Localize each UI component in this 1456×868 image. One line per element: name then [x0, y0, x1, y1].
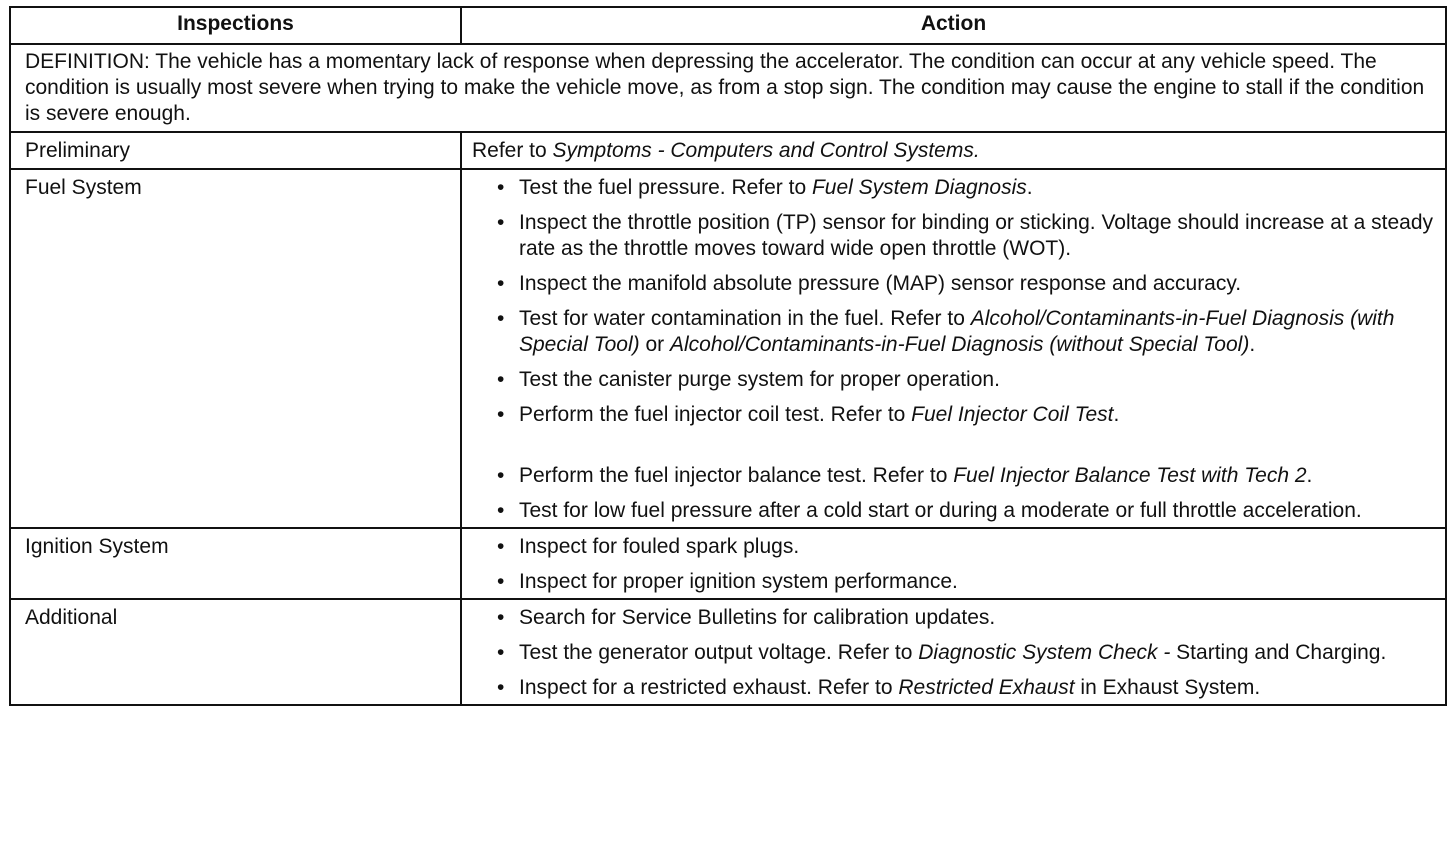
fuel-system-label: Fuel System [10, 169, 461, 528]
preliminary-row [10, 132, 1446, 169]
additional-actions [461, 599, 1446, 705]
item-text: Search for Service Bulletins for calibration updates. [519, 606, 996, 629]
preliminary-prefix: Refer to [472, 139, 553, 162]
list-item [472, 675, 1435, 701]
definition-text: DEFINITION: The vehicle has a momentary lack of response when depressing the accelerator. The condition can occur at any vehicle speed. The condition is usually most severe when trying to make the vehicle move, as from a stop sign. The condition may cause the engine to stall if the condition is severe enough. [10, 44, 1446, 132]
item-text: Test for water contamination in the fuel. Refer to [519, 307, 971, 330]
item-text: Inspect for fouled spark plugs. [519, 535, 800, 558]
list-item [472, 534, 1435, 560]
item-text: Perform the fuel injector balance test. Refer to [519, 464, 954, 487]
item-reference: Fuel Injector Balance Test with Tech 2 [953, 464, 1307, 487]
item-text: Inspect the throttle position (TP) sensor for binding or sticking. Voltage should increase at a steady rate as the throttle moves toward wide open throttle (WOT). [519, 211, 1434, 260]
diagnostic-table [9, 6, 1447, 706]
item-text: Test the generator output voltage. Refer to [519, 641, 919, 664]
item-text: or [639, 333, 670, 356]
definition-row [10, 44, 1446, 132]
item-reference: Restricted Exhaust [898, 676, 1075, 699]
ignition-system-label: Ignition System [10, 528, 461, 599]
item-text: Test for low fuel pressure after a cold start or during a moderate or full throttle acceleration. [519, 499, 1362, 522]
item-text: Perform the fuel injector coil test. Refer to [519, 403, 912, 426]
list-item [472, 306, 1435, 358]
preliminary-action [461, 132, 1446, 169]
fuel-system-actions [461, 169, 1446, 528]
item-text: Starting and Charging. [1170, 641, 1387, 664]
item-text: . [1026, 176, 1033, 199]
list-item [472, 210, 1435, 262]
list-item [472, 640, 1435, 666]
ignition-system-actions [461, 528, 1446, 599]
ignition-system-row [10, 528, 1446, 599]
item-reference: Diagnostic System Check - [918, 641, 1171, 664]
list-item [472, 605, 1435, 631]
item-text: . [1113, 403, 1120, 426]
list-item [472, 463, 1435, 489]
item-reference: Alcohol/Contaminants-in-Fuel Diagnosis (without Special Tool) [669, 333, 1250, 356]
item-text: . [1249, 333, 1256, 356]
item-text: Inspect for a restricted exhaust. Refer to [519, 676, 899, 699]
item-reference: Fuel Injector Coil Test [911, 403, 1114, 426]
item-text: . [1306, 464, 1313, 487]
item-text: Test the canister purge system for proper operation. [519, 368, 1000, 391]
item-text: in Exhaust System. [1074, 676, 1261, 699]
item-text: Inspect the manifold absolute pressure (MAP) sensor response and accuracy. [519, 272, 1242, 295]
additional-label: Additional [10, 599, 461, 705]
preliminary-reference: Symptoms - Computers and Control Systems. [552, 139, 980, 162]
additional-row [10, 599, 1446, 705]
list-item [472, 569, 1435, 595]
list-item [472, 175, 1435, 201]
item-text: Test the fuel pressure. Refer to [519, 176, 812, 199]
list-item [472, 367, 1435, 393]
header-row [10, 7, 1446, 44]
list-item [472, 402, 1435, 428]
item-reference: Alcohol/Contaminants-in-Fuel Diagnosis (with Special Tool) [519, 307, 1395, 356]
list-item [472, 271, 1435, 297]
preliminary-label: Preliminary [10, 132, 461, 169]
item-text: Inspect for proper ignition system performance. [519, 570, 958, 593]
inspections-header: Inspections [10, 7, 461, 44]
action-header: Action [461, 7, 1446, 44]
fuel-system-row [10, 169, 1446, 528]
item-reference: Fuel System Diagnosis [811, 176, 1027, 199]
list-item [472, 498, 1435, 524]
